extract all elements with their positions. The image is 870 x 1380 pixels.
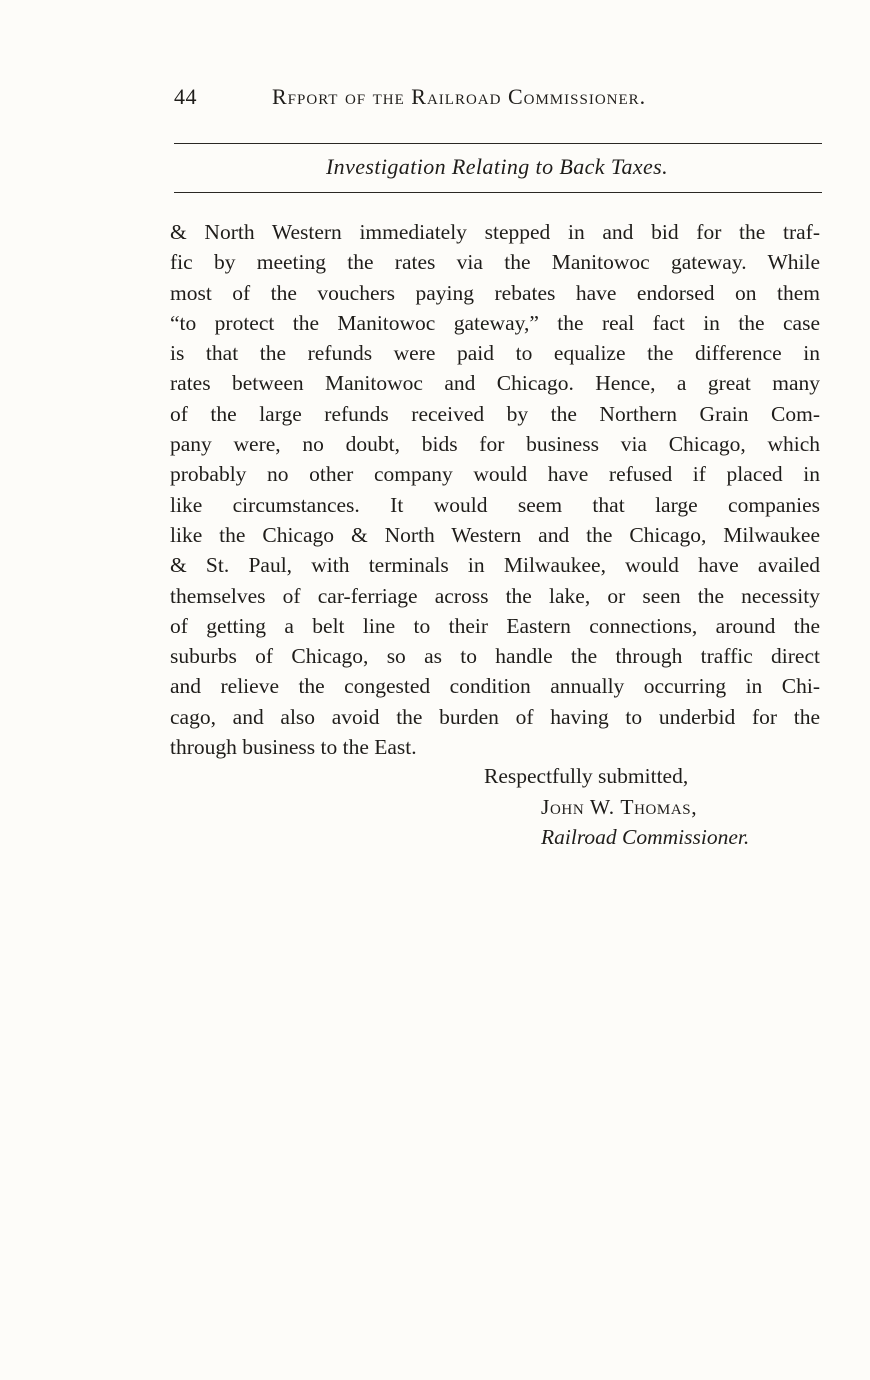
section-rule [174,192,822,193]
text-line: rates between Manitowoc and Chicago. Hence, a great many [170,371,820,396]
text-line: is that the refunds were paid to equalize the difference in [170,341,820,366]
text-line: “to protect the Manitowoc gateway,” the real fact in the case [170,310,820,335]
text-line: pany were, no doubt, bids for business via Chicago, which [170,432,820,457]
section-heading: Investigation Relating to Back Taxes. [325,154,669,179]
text-line: of the large refunds received by the Northern Grain Com- [170,401,820,426]
text-line: cago, and also avoid the burden of having to underbid for the [170,704,820,729]
text-line: through business to the East. [170,735,417,760]
text-line: suburbs of Chicago, so as to handle the through traffic direct [170,644,820,669]
text-line: & North Western immediately stepped in and bid for the traf- [170,220,820,244]
page-number: 44 [174,84,197,109]
signatory-title: Railroad Commissioner. [541,825,750,849]
text-line: of getting a belt line to their Eastern connections, around the [170,613,820,638]
running-title: Rfport of the Railroad Commissioner. [272,84,647,109]
body-paragraph [170,217,820,762]
text-line: most of the vouchers paying rebates have endorsed on them [170,280,820,305]
text-line: probably no other company would have refused if placed in [170,462,820,487]
text-line: & St. Paul, with terminals in Milwaukee, would have availed [170,553,820,578]
text-line: like circumstances. It would seem that large companies [170,492,820,517]
text-line: like the Chicago & North Western and the Chicago, Milwaukee [170,522,820,547]
text-line: fic by meeting the rates via the Manitowoc gateway. While [170,250,820,275]
header-rule [174,143,822,144]
running-head [174,84,820,120]
text-line: and relieve the congested condition annually occurring in Chi- [170,674,820,699]
closing-phrase: Respectfully submitted, [484,764,689,788]
signatory-name: John W. Thomas, [541,795,698,819]
text-line: themselves of car-ferriage across the lake, or seen the necessity [170,583,820,608]
